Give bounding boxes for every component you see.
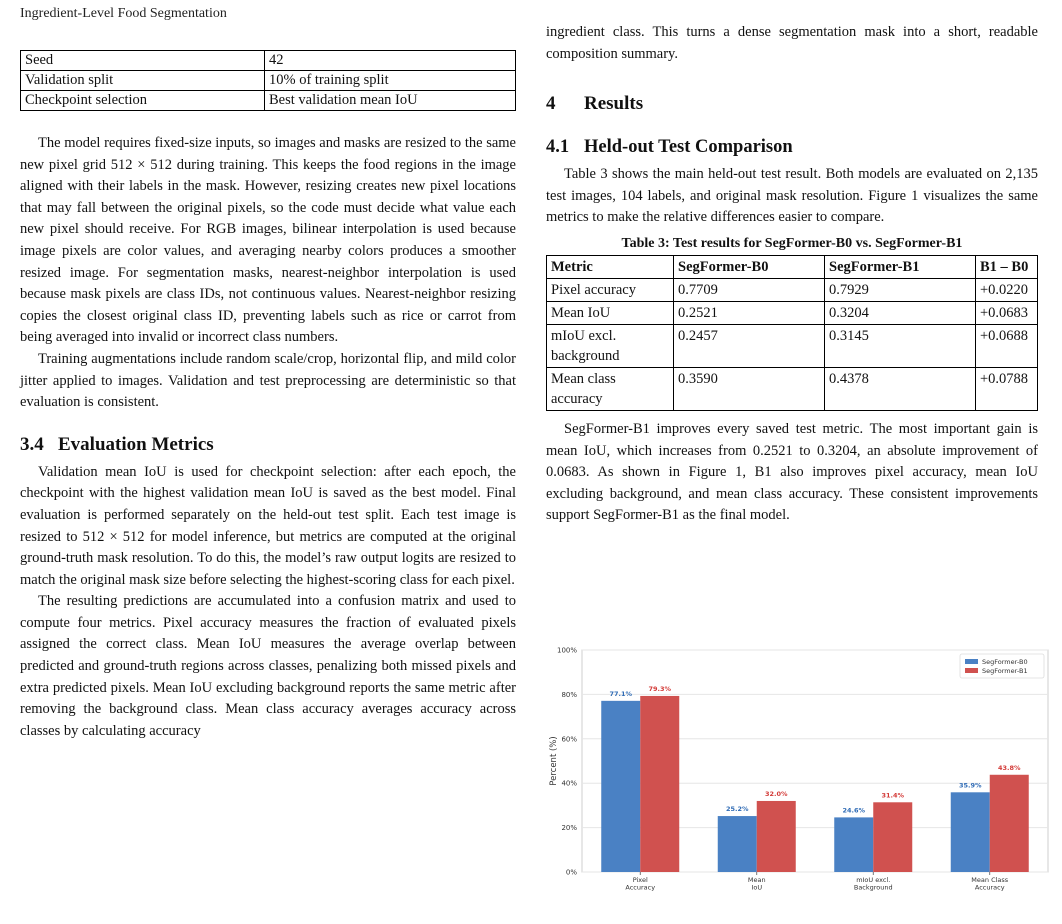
y-tick-label: 40%	[561, 779, 577, 788]
x-tick-label: Background	[853, 883, 893, 892]
table-cell: 0.7929	[825, 278, 976, 301]
running-head: Ingredient-Level Food Segmentation	[20, 6, 227, 21]
table-cell: 0.2521	[674, 301, 825, 324]
bar	[951, 792, 990, 872]
legend-swatch	[965, 659, 978, 664]
section-heading-4-1	[546, 137, 1038, 158]
data-label: 77.1%	[609, 689, 633, 698]
paragraph-results: SegFormer-B1 improves every saved test metric. The most important gain is mean IoU, which increases from 0.2521 to 0.3204, an absolute improvement of 0.0683. As shown in Figure 1, B1 also improves pixel accuracy, mean IoU excluding background, and mean class accuracy. These consistent improvements support SegFormer-B1 as the final model.	[546, 420, 1038, 524]
section-number: 4.1	[546, 137, 570, 158]
table-row	[547, 367, 1038, 410]
table-row	[21, 71, 516, 91]
table-caption: Table 3: Test results for SegFormer-B0 vs. SegFormer-B1	[621, 235, 963, 251]
paragraph-resizing: The model requires fixed-size inputs, so images and masks are resized to the same new pixel grid 512 × 512 during training. This keeps the food regions in the image aligned with their labels in the mask. However, resizing creates new pixel locations that may fall between the original pixels, so the code must decide what value each new pixel should receive. For RGB images, bilinear interpolation is used because image pixels are color values, and averaging nearby colors produces a smoother resized image. For segmentation masks, nearest-neighbor interpolation is used because mask pixels are class IDs, not continuous values. Nearest-neighbor resizing copies the closest original class ID, preventing labels such as rice or carrot from being averaged into invalid or incorrect class numbers.	[20, 135, 516, 346]
table-cell: Mean class accuracy	[547, 367, 674, 410]
table-cell: 42	[265, 51, 516, 71]
x-tick-label: Accuracy	[625, 883, 656, 892]
x-tick-label: Accuracy	[974, 883, 1005, 892]
legend-label: SegFormer-B0	[982, 658, 1028, 666]
table-cell: +0.0220	[976, 278, 1038, 301]
table-row	[547, 324, 1038, 367]
table-cell: Validation split	[21, 71, 265, 91]
figure-1-bar-chart	[546, 640, 1050, 918]
x-tick-label: Mean Class	[971, 876, 1009, 884]
paragraph-metrics: The resulting predictions are accumulated into a confusion matrix and used to compute four metrics. Pixel accuracy measures the fraction of evaluated pixels assigned the correct class. Mean IoU measures the average overlap between predicted and ground-truth regions across classes, penalizing both missed pixels and extra predicted pixels. Mean IoU excluding background reports the same metric after removing the background class. Mean class accuracy averages accuracy across classes by calculating accuracy	[20, 593, 516, 739]
bar	[873, 802, 912, 872]
bar	[640, 696, 679, 872]
section-heading-3-4	[20, 434, 516, 456]
results-table	[546, 255, 1038, 411]
table-cell: Best validation mean IoU	[265, 91, 516, 111]
table-cell: 0.4378	[825, 367, 976, 410]
data-label: 79.3%	[648, 684, 672, 693]
section-number: 4	[546, 93, 556, 115]
table-cell: +0.0788	[976, 367, 1038, 410]
bar	[601, 701, 640, 872]
bar	[757, 801, 796, 872]
paragraph-augmentation: Training augmentations include random scale/crop, horizontal flip, and mild color jitter applied to images. Validation and test preprocessing are deterministic so that evaluation is consistent.	[20, 350, 516, 411]
data-label: 31.4%	[881, 791, 905, 800]
y-axis-label: Percent (%)	[549, 736, 559, 786]
table-cell: 0.2457	[674, 324, 825, 367]
table-cell: mIoU excl. background	[547, 324, 674, 367]
y-tick-label: 60%	[561, 735, 577, 744]
x-tick-label: Mean	[747, 876, 766, 884]
table-cell: 0.3204	[825, 301, 976, 324]
table-header: SegFormer-B0	[674, 255, 825, 278]
bar	[990, 775, 1029, 872]
table-cell: +0.0683	[976, 301, 1038, 324]
y-tick-label: 20%	[561, 824, 577, 833]
data-label: 35.9%	[958, 781, 982, 790]
x-tick-label: mIoU excl.	[856, 876, 891, 884]
y-tick-label: 100%	[556, 646, 577, 655]
x-tick-label: Pixel	[632, 876, 648, 884]
paragraph-continuation: ingredient class. This turns a dense segmentation mask into a short, readable composition summary.	[546, 24, 1038, 62]
section-title: Results	[584, 93, 644, 115]
table-header: SegFormer-B1	[825, 255, 976, 278]
table-row	[21, 91, 516, 111]
table-cell: Seed	[21, 51, 265, 71]
section-heading-4	[546, 93, 1038, 115]
table-cell: 10% of training split	[265, 71, 516, 91]
config-table	[20, 50, 516, 111]
x-tick-label: IoU	[751, 883, 763, 892]
data-label: 24.6%	[842, 806, 866, 815]
table-cell: Checkpoint selection	[21, 91, 265, 111]
bar	[834, 817, 873, 872]
table-header: Metric	[547, 255, 674, 278]
section-title: Held-out Test Comparison	[584, 137, 793, 158]
left-column	[20, 50, 516, 742]
legend-label: SegFormer-B1	[982, 667, 1028, 675]
legend-swatch	[965, 668, 978, 673]
paragraph-validation: Validation mean IoU is used for checkpoint selection: after each epoch, the checkpoint with the highest validation mean IoU is saved as the best model. Final evaluation is performed separately on the held-out test split. Each test image is resized to 512 × 512 for model inference, but metrics are computed at the original ground-truth mask resolution. To do this, the model’s raw output logits are resized to match the original mask size before selecting the highest-scoring class for each pixel.	[20, 463, 516, 588]
table-cell: 0.3590	[674, 367, 825, 410]
paragraph-table-intro: Table 3 shows the main held-out test result. Both models are evaluated on 2,135 test images, 104 labels, and original mask resolution. Figure 1 visualizes the same metrics to make the relative differences easier to compare.	[546, 166, 1038, 226]
section-title: Evaluation Metrics	[58, 433, 214, 455]
data-label: 25.2%	[725, 805, 749, 814]
table-cell: 0.7709	[674, 278, 825, 301]
table-cell: 0.3145	[825, 324, 976, 367]
y-tick-label: 80%	[561, 690, 577, 699]
table-header: B1 – B0	[976, 255, 1038, 278]
table-cell: Pixel accuracy	[547, 278, 674, 301]
right-column	[546, 22, 1038, 527]
data-label: 32.0%	[764, 789, 788, 798]
section-number: 3.4	[20, 433, 44, 455]
y-tick-label: 0%	[565, 868, 577, 877]
table-cell: Mean IoU	[547, 301, 674, 324]
table-cell: +0.0688	[976, 324, 1038, 367]
table-row	[21, 51, 516, 71]
bar	[718, 816, 757, 872]
table-row	[547, 301, 1038, 324]
data-label: 43.8%	[997, 763, 1021, 772]
table-row	[547, 278, 1038, 301]
table-header-row	[547, 255, 1038, 278]
